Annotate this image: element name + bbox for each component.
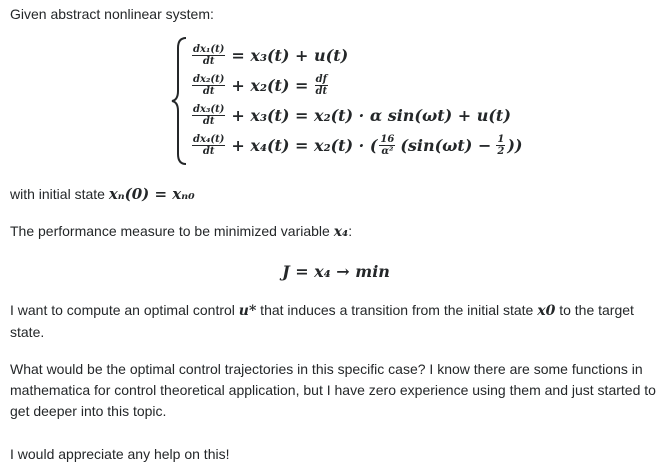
- equation-3: $\frac{\text{dx₃(t)}}{dt}$ + x₃(t) = x₂(t) · α sin(ωt) + u(t): [193, 103, 511, 127]
- control-text: I want to compute an optimal control u* that induces a transition from the initial state x0 to the target state.: [10, 302, 634, 340]
- performance-text: The performance measure to be minimized variable x₄:: [10, 223, 353, 240]
- intro-text: Given abstract nonlinear system:: [10, 6, 214, 22]
- closing-text: I would appreciate any help on this!: [10, 446, 230, 462]
- objective-equation: J = x₄ → min: [282, 262, 390, 281]
- equation-2: $\frac{\text{dx₂(t)}}{dt}$ + x₂(t) = $\frac{df}{dt}$: [193, 73, 328, 97]
- left-brace: [170, 36, 188, 166]
- equation-1: $\frac{\text{dx₁(t)}}{dt}$ = x₃(t) + u(t): [193, 43, 349, 67]
- question-text: What would be the optimal control trajectories in this specific case? I know there are some functions in mathematica for control theoretical application, but I have zero experience using them and just started to get deeper into this topic.: [10, 361, 656, 419]
- initial-state-text: with initial state xₙ(0) = xₙ₀: [10, 185, 195, 203]
- equation-4: $\frac{\text{dx₄(t)}}{dt}$ + x₄(t) = x₂(t) · ( $\frac{16}{\text{α²}}$ (sin(ωt) − $\frac{1}{2}$ )): [193, 133, 523, 157]
- equation-system: [170, 36, 570, 166]
